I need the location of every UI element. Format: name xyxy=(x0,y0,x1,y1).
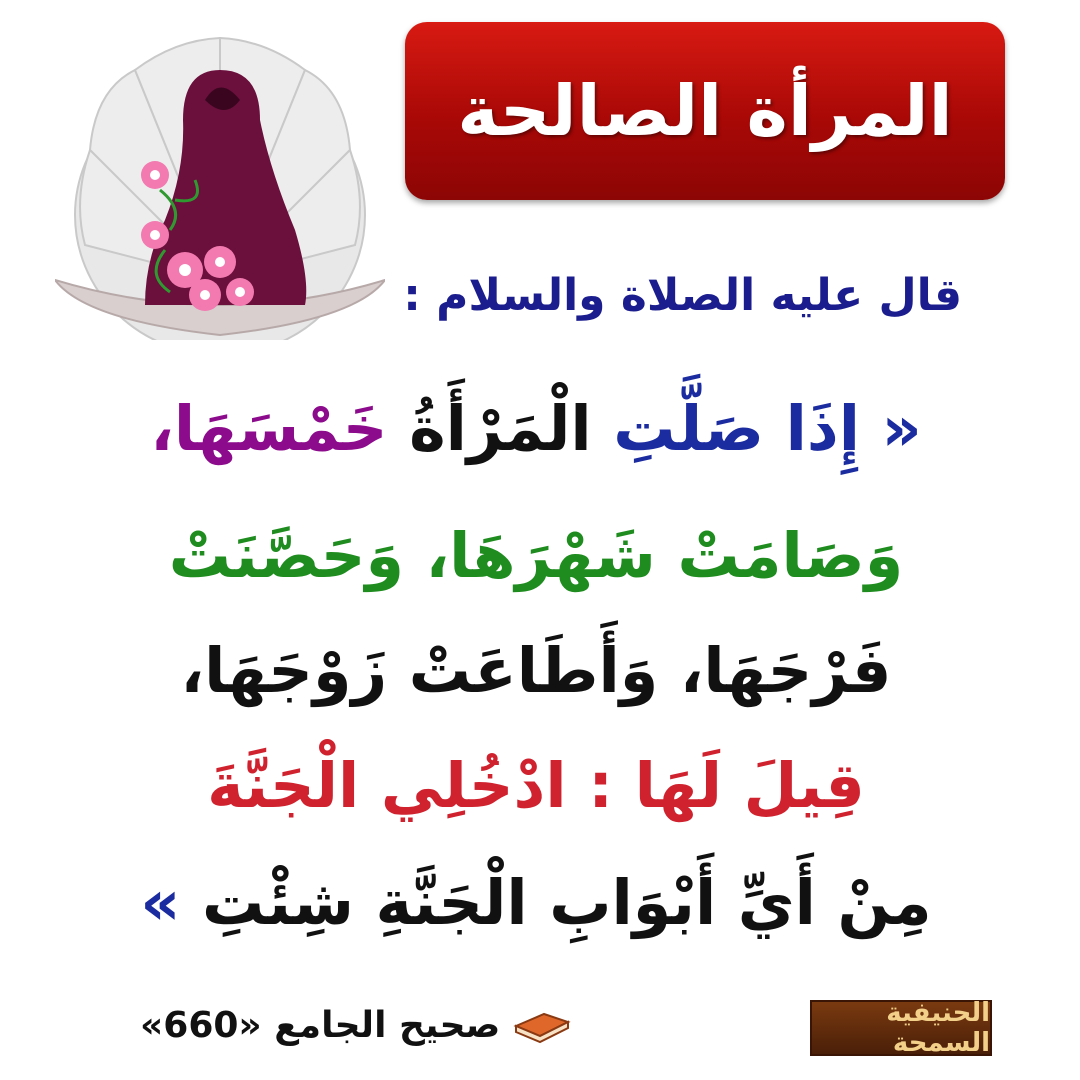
page-title: المرأة الصالحة xyxy=(457,70,953,152)
hadith-line-4: قِيلَ لَهَا : ادْخُلِي الْجَنَّةَ xyxy=(207,749,865,822)
title-banner xyxy=(405,22,1005,200)
hadith-line-1-part-a: إِذَا صَلَّتِ xyxy=(613,392,860,465)
close-quote: » xyxy=(140,866,181,939)
source-reference xyxy=(140,1005,572,1046)
logo-text: الحنيفية السمحة xyxy=(886,998,990,1058)
hadith-line-1 xyxy=(40,392,1032,465)
hadith-line-2: وَصَامَتْ شَهْرَهَا، وَحَصَّنَتْ xyxy=(168,519,904,592)
hadith-line-5 xyxy=(40,866,1032,939)
brand-logo xyxy=(810,1000,992,1056)
hadith-line-3: فَرْجَهَا، وَأَطَاعَتْ زَوْجَهَا، xyxy=(180,634,892,707)
hadith-line-1-part-b: الْمَرْأَةُ xyxy=(409,392,592,465)
source-text: صحيح الجامع «660» xyxy=(140,1005,501,1046)
intro-text: قال عليه الصلاة والسلام : xyxy=(403,270,962,321)
hadith-line-5-text: مِنْ أَيِّ أَبْوَابِ الْجَنَّةِ شِئْتِ xyxy=(202,866,932,939)
veiled-woman-in-shell-illustration xyxy=(55,30,385,340)
hadith-line-1-part-c: خَمْسَهَا، xyxy=(150,392,388,465)
open-quote: « xyxy=(881,392,922,465)
book-icon xyxy=(512,1008,572,1044)
